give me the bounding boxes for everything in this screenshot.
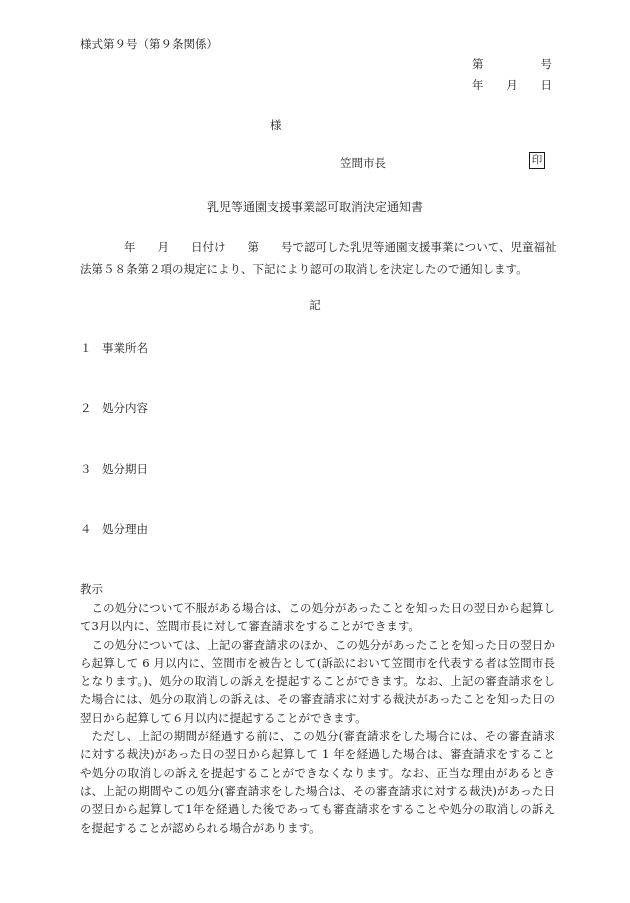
document-number-suffix: 号	[540, 57, 552, 71]
item-label: 処分内容	[102, 401, 148, 415]
notification-body	[80, 236, 557, 280]
item-disposition-date	[80, 461, 148, 477]
item-label: 処分期日	[102, 462, 148, 476]
issue-date-year: 年	[472, 78, 484, 92]
instruction-paragraph-2: この処分については、上記の審査請求のほか、この処分があったことを知った日の翌日から起算して 6 月以内に、笠間市を被告として(訴訟において笠間市を代表する者は笠間市長となります。)、処分の取消しの訴えを提起することができます。なお、上記の審査請求をした場合には、処分の取消しの訴えは、その審査請求に対する裁決があったことを知った日の翌日から起算して６月以内に提起することができます。	[80, 637, 555, 725]
issue-date-day: 日	[540, 78, 552, 92]
item-label: 事業所名	[102, 341, 148, 355]
instruction-text	[80, 599, 555, 837]
document-number-prefix: 第	[472, 57, 484, 71]
ki-heading: 記	[309, 298, 321, 312]
addressee: 様	[270, 118, 282, 132]
instruction-paragraph-3: ただし、上記の期間が経過する前に、この処分(審査請求をした場合には、その審査請求に対する裁決)があった日の翌日から起算して 1 年を経過した場合は、審査請求をすることや処分の取消しの訴えを提起することができなくなります。なお、正当な理由があるときは、上記の期間やこの処分(審査請求をした場合は、その審査請求に対する裁決)があった日の翌日から起算して1年を経過した後であっても審査請求をすることや処分の取消しの訴えを提起することが認められる場合があります。	[80, 729, 555, 835]
body-line-1-rest: 号で認可した乳児等通園支援事業について、児童福祉	[281, 240, 557, 254]
body-month: 月	[157, 240, 169, 254]
instruction-paragraph-1: この処分について不服がある場合は、この処分があったことを知った日の翌日から起算して3月以内に、笠間市長に対して審査請求をすることができます。	[80, 601, 555, 634]
body-dai: 第	[247, 240, 259, 254]
body-year: 年	[124, 240, 136, 254]
document-number	[472, 56, 552, 72]
notification-body-line-1	[80, 236, 557, 258]
notification-body-line-2: 法第５８条第２項の規定により、下記により認可の取消しを決定したので通知します。	[80, 262, 528, 276]
instruction-heading: 教示	[80, 582, 103, 596]
issue-date	[472, 77, 552, 93]
item-business-name	[80, 340, 148, 356]
body-day-dated: 日付け	[191, 240, 226, 254]
item-disposition-content	[80, 400, 148, 416]
form-number: 様式第９号（第９条関係）	[80, 37, 218, 51]
item-number: ４	[80, 522, 92, 536]
seal-mark: 印	[529, 152, 545, 169]
item-number: １	[80, 341, 92, 355]
sender-name: 笠間市長	[340, 156, 386, 170]
item-number: ３	[80, 462, 92, 476]
item-label: 処分理由	[102, 522, 148, 536]
document-title: 乳児等通園支援事業認可取消決定通知書	[206, 200, 423, 214]
item-number: ２	[80, 401, 92, 415]
issue-date-month: 月	[506, 78, 518, 92]
item-disposition-reason	[80, 521, 148, 537]
